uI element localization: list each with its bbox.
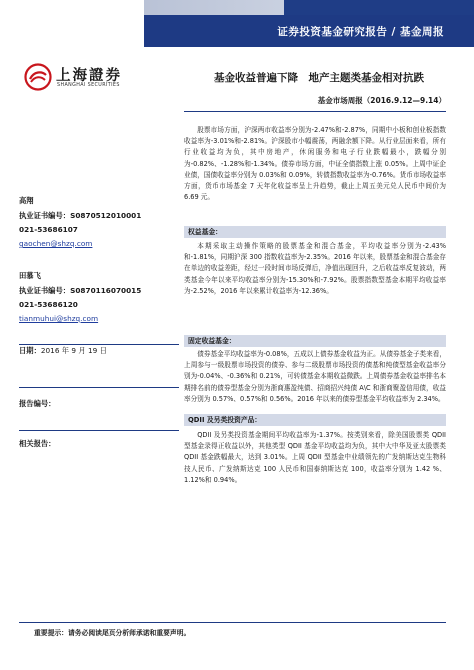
cert-number: S0870116070015	[70, 286, 142, 295]
fixed-income-paragraph: 债券基金平均收益率为-0.08%，五成以上债券基金收益为正。从债券基金子类来看，上周参与一级股票市场投资的债券、参与二级股票市场投资的债基和纯债型基金收益率分别为-0.04%、-0.36%和 0.21%，可转债基金本期收益微跌。上周债券基金收益率排名本期排名前的债券型基金分别为浙商惠盈纯债、招商招兴纯债 A\C 和浙商聚盈信用债，收益率分别为 0.57%、0.57%和 0.56%。2016 年以来的债券型基金平均收益率为 2.34%。	[184, 350, 446, 403]
date-label: 日期：	[19, 346, 41, 355]
market-overview-paragraph: 股票市场方面，沪深两市收益率分别为-2.47%和-2.87%，同期中小板和创业板指数收益率为-3.01%和-2.81%。沪深股市小幅震荡，两融余额下降。从行业层面来看，所有行业收益均为负，其中房地产，休闲服务和电子行业跌幅最小，跌幅分别为-0.82%、-1.28%和-1.34%。债券市场方面，中证全债指数上涨 0.05%。上周中证企业债，国债收益率分别为 0.03%和 0.09%，转债指数收益率为-0.76%。货币市场收益率方面，货币市场基金 7 天年化收益率呈上升趋势，截止上周五美元兑人民币中间价为 6.69 元。	[184, 126, 446, 202]
report-type-title: 证券投资基金研究报告 / 基金周报	[277, 26, 444, 38]
equity-fund-section	[184, 241, 446, 297]
footer-divider	[19, 622, 446, 623]
qdii-paragraph: QDII 及另类投资基金期间平均收益率为-1.37%。按类别来看，除美国股票类 QDII 型基金录得正收益以外，其他类型 QDII 基金平均收益均为负，其中大中华及亚太股票类 QDII 基金跌幅最大，达到 3.01%。上周 QDII 型基金中业绩领先的广发纳斯达克生物科技人民币、广发纳斯达克 100 人民币和国泰纳斯达克 100，收益率分别为 1.42 %、1.12%和 0.94%。	[184, 431, 446, 484]
sidebar-divider-date	[19, 344, 179, 345]
qdii-heading: QDII 及另类投资产品：	[184, 414, 446, 426]
analyst-1-phone: 021-53686107	[19, 225, 78, 234]
analyst-2-name: 田慕飞	[19, 271, 41, 280]
analyst-1-cert	[19, 211, 141, 221]
equity-fund-paragraph: 本期采取主动操作策略的股票基金和混合基金，平均收益率分别为-2.43%和-1.81%，同期沪深 300 指数收益率为-2.35%。2016 年以来，股票基金和混合基金存在单边的收益差距，经过一段时间市场反弹后，净值出现回升，之后收益率反复波动，两类基金今年以来平均收益率分别为-15.30%和-7.92%。股票指数型基金本期平均收益率为-2.52%，2016 年以来累计收益率为-12.36%。	[184, 242, 446, 295]
report-date	[19, 346, 107, 356]
fixed-income-heading: 固定收益基金：	[184, 335, 446, 347]
analyst-2-email-link[interactable]: tianmuhui@shzq.com	[19, 314, 99, 323]
company-name-cn: 上海證券	[56, 68, 122, 84]
cert-label: 执业证书编号：	[19, 286, 71, 295]
cert-label: 执业证书编号：	[19, 211, 71, 220]
sidebar-divider-reportno	[19, 387, 179, 388]
report-number-label: 报告编号：	[19, 399, 56, 408]
analyst-1-name: 高翔	[19, 196, 34, 205]
report-headline: 基金收益普遍下降 地产主题类基金相对抗跌	[214, 72, 424, 84]
important-notice: 重要提示：请务必阅读尾页分析师承诺和重要声明。	[34, 629, 191, 637]
header-band-dark	[284, 0, 474, 15]
header-divider	[184, 111, 446, 112]
date-value: 2016 年 9 月 19 日	[40, 346, 107, 355]
company-name-en: SHANGHAI SECURITIES	[57, 83, 120, 88]
analyst-2-cert	[19, 286, 141, 296]
analyst-2-phone: 021-53686120	[19, 300, 78, 309]
company-logo-icon	[24, 63, 52, 91]
qdii-section	[184, 430, 446, 486]
market-overview-section	[184, 125, 446, 203]
report-subtitle: 基金市场周报（2016.9.12—9.14）	[317, 96, 446, 105]
sidebar-divider-related	[19, 430, 179, 431]
equity-fund-heading: 权益基金：	[184, 226, 446, 238]
analyst-1-email-link[interactable]: gaochen@shzq.com	[19, 239, 93, 248]
fixed-income-section	[184, 349, 446, 405]
cert-number: S0870512010001	[70, 211, 142, 220]
related-reports-label: 相关报告：	[19, 439, 56, 448]
